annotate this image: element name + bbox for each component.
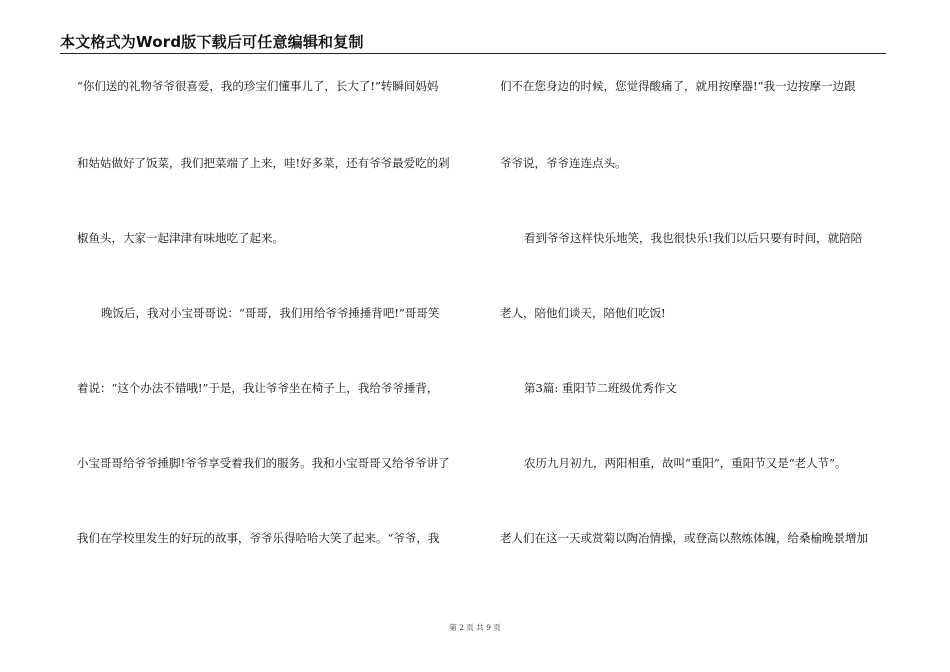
- left-line-5: 着说：“这个办法不错哦!”于是，我让爷爷坐在椅子上，我给爷爷捶背，: [77, 381, 439, 395]
- document-header-title: 本文格式为Word版下载后可任意编辑和复制: [60, 33, 364, 51]
- page-number-footer: 第 2 页 共 9 页: [449, 623, 501, 632]
- right-line-7: 老人们在这一天或赏菊以陶冶情操，或登高以熬炼体魄，给桑榆晚景增加: [500, 531, 868, 545]
- left-line-3: 椒鱼头，大家一起津津有味地吃了起来。: [77, 231, 284, 245]
- right-section-heading: 第3篇: 重阳节二班级优秀作文: [524, 381, 677, 395]
- left-line-2: 和姑姑做好了饭菜，我们把菜端了上来，哇!好多菜，还有爷爷最爱吃的剁: [77, 156, 450, 170]
- left-line-6: 小宝哥哥给爷爷捶脚!爷爷享受着我们的服务。我和小宝哥哥又给爷爷讲了: [77, 456, 450, 470]
- left-line-4: 晚饭后，我对小宝哥哥说：“哥哥，我们用给爷爷捶捶背吧!”哥哥笑: [101, 306, 440, 320]
- right-line-3: 看到爷爷这样快乐地笑，我也很快乐!我们以后只要有时间，就陪陪: [524, 231, 863, 245]
- right-line-1: 们不在您身边的时候，您觉得酸痛了，就用按摩器!”我一边按摩一边跟: [500, 79, 856, 93]
- header-divider: [60, 53, 886, 54]
- left-line-1: “你们送的礼物爷爷很喜爱，我的珍宝们懂事儿了，长大了!”转瞬间妈妈: [77, 79, 439, 93]
- right-line-6: 农历九月初九，两阳相重，故叫“重阳”，重阳节又是“老人节”。: [524, 456, 847, 470]
- right-line-4: 老人，陪他们谈天，陪他们吃饭!: [500, 306, 666, 320]
- left-line-7: 我们在学校里发生的好玩的故事，爷爷乐得哈哈大笑了起来。“爷爷，我: [77, 531, 440, 545]
- right-line-2: 爷爷说，爷爷连连点头。: [500, 156, 627, 170]
